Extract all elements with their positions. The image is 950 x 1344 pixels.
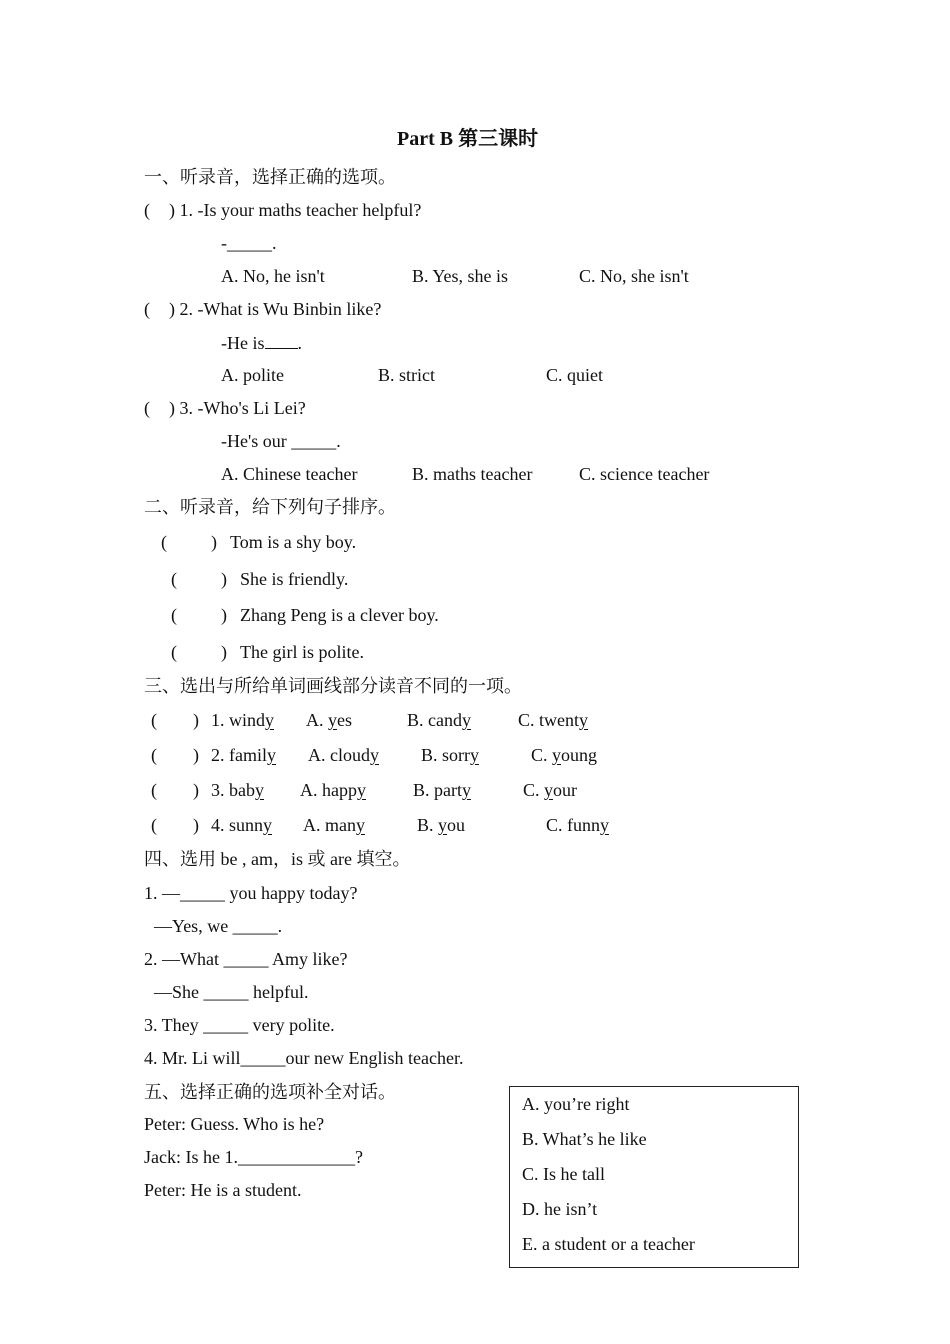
order-item-2-text: She is friendly. <box>240 569 349 589</box>
question-3-stem: ) 3. -Who's Li Lei? <box>169 398 306 418</box>
question-1-option-b: B. Yes, she is <box>412 266 509 286</box>
question-2-option-b: B. strict <box>378 365 435 385</box>
phonics-row-2-option-b: B. sorry <box>421 745 479 765</box>
fill-line-3: 2. —What _____ Amy like? <box>144 949 348 969</box>
order-item-4-close: ) <box>221 642 227 662</box>
answer-blank <box>265 333 298 349</box>
phonics-row-4-option-c: C. funny <box>546 815 609 835</box>
question-1-stem: ) 1. -Is your maths teacher helpful? <box>169 200 422 220</box>
option-c: C. Is he tall <box>522 1164 605 1184</box>
fill-line-6: 4. Mr. Li will_____our new English teacher. <box>144 1048 464 1068</box>
phonics-row-4-option-b: B. you <box>417 815 466 835</box>
section-4-heading: 四、选用 be , am，is 或 are 填空。 <box>144 849 411 869</box>
question-3-option-a: A. Chinese teacher <box>221 464 358 484</box>
phonics-row-3-open: ( <box>151 780 157 800</box>
option-a: A. you’re right <box>522 1094 630 1114</box>
order-item-1-open: ( <box>161 532 167 552</box>
option-b: B. What’s he like <box>522 1129 647 1149</box>
phonics-row-2-word: 2. family <box>211 745 276 765</box>
option-d: D. he isn’t <box>522 1199 598 1219</box>
question-3-answer: -He's our _____. <box>221 431 341 451</box>
fill-line-4: —She _____ helpful. <box>154 982 309 1002</box>
question-1-answer: -_____. <box>221 233 277 253</box>
section-2-heading: 二、听录音，给下列句子排序。 <box>144 497 396 517</box>
order-item-1-close: ) <box>211 532 217 552</box>
phonics-row-1-open: ( <box>151 710 157 730</box>
dialogue-line-1: Peter: Guess. Who is he? <box>144 1114 325 1134</box>
phonics-row-3-word: 3. baby <box>211 780 264 800</box>
phonics-row-4-close: ) <box>193 815 199 835</box>
order-item-3-open: ( <box>171 605 177 625</box>
question-3-paren: ( <box>144 398 150 418</box>
question-1-option-a: A. No, he isn't <box>221 266 325 286</box>
fill-line-2: —Yes, we _____. <box>154 916 283 936</box>
phonics-row-2-open: ( <box>151 745 157 765</box>
question-2-option-a: A. polite <box>221 365 284 385</box>
question-1-option-c: C. No, she isn't <box>579 266 689 286</box>
fill-line-5: 3. They _____ very polite. <box>144 1015 335 1035</box>
phonics-row-2-option-a: A. cloudy <box>308 745 379 765</box>
phonics-row-3-option-b: B. party <box>413 780 471 800</box>
dialogue-line-3: Peter: He is a student. <box>144 1180 302 1200</box>
phonics-row-4-option-a: A. many <box>303 815 365 835</box>
section-1-heading: 一、听录音，选择正确的选项。 <box>144 167 396 187</box>
question-2-answer: -He is . <box>221 333 302 353</box>
section-5-heading: 五、选择正确的选项补全对话。 <box>144 1082 396 1102</box>
question-3-option-c: C. science teacher <box>579 464 710 484</box>
page-title: Part B 第三课时 <box>397 128 539 150</box>
question-2-paren: ( <box>144 299 150 319</box>
order-item-2-open: ( <box>171 569 177 589</box>
phonics-row-1-option-c: C. twenty <box>518 710 588 730</box>
phonics-row-4-open: ( <box>151 815 157 835</box>
question-1-paren: ( <box>144 200 150 220</box>
phonics-row-2-close: ) <box>193 745 199 765</box>
phonics-row-2-option-c: C. young <box>531 745 598 765</box>
phonics-row-3-close: ) <box>193 780 199 800</box>
phonics-row-1-option-a: A. yes <box>306 710 352 730</box>
order-item-4-open: ( <box>171 642 177 662</box>
phonics-row-4-word: 4. sunny <box>211 815 273 835</box>
phonics-row-1-word: 1. windy <box>211 710 274 730</box>
phonics-row-1-option-b: B. candy <box>407 710 471 730</box>
question-2-option-c: C. quiet <box>546 365 603 385</box>
order-item-3-text: Zhang Peng is a clever boy. <box>240 605 439 625</box>
order-item-3-close: ) <box>221 605 227 625</box>
dialogue-line-2: Jack: Is he 1._____________? <box>144 1147 363 1167</box>
section-3-heading: 三、选出与所给单词画线部分读音不同的一项。 <box>144 676 522 696</box>
order-item-1-text: Tom is a shy boy. <box>230 532 357 552</box>
order-item-2-close: ) <box>221 569 227 589</box>
question-2-stem: ) 2. -What is Wu Binbin like? <box>169 299 382 319</box>
fill-line-1: 1. —_____ you happy today? <box>144 883 358 903</box>
phonics-row-3-option-c: C. your <box>523 780 578 800</box>
option-e: E. a student or a teacher <box>522 1234 695 1254</box>
order-item-4-text: The girl is polite. <box>240 642 364 662</box>
question-3-option-b: B. maths teacher <box>412 464 533 484</box>
phonics-row-1-close: ) <box>193 710 199 730</box>
phonics-row-3-option-a: A. happy <box>300 780 366 800</box>
